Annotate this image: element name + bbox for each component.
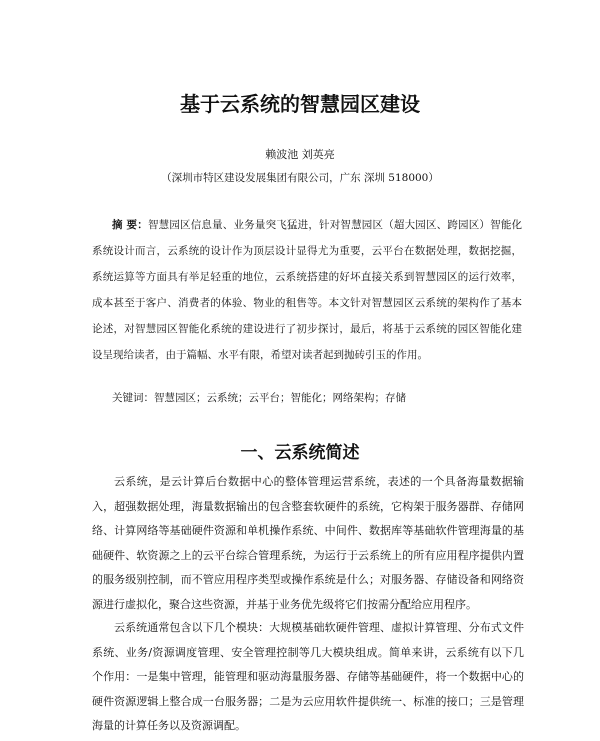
abstract-label: 摘 要：: [112, 219, 148, 231]
body-paragraph: 云系统，是云计算后台数据中心的整体管理运营系统，表述的一个具备海量数据输入，超强数据处理，海量数据输出的包含整套软硬件的系统，它构架于服务器群、存储网络、计算网络等基础硬件资源和单机操作系统、中间件、数据库等基础软件管理海量的基础硬件、软资源之上的云平台综合管理系统，为运行于云系统上的所有应用程序提供内置的服务级别控制，而不管应用程序类型或操作系统是什么；对服务器、存储设备和网络资源进行虚拟化，聚合这些资源，并基于业务优先级将它们按需分配给应用程序。: [92, 475, 524, 611]
paper-title: 基于云系统的智慧园区建设: [180, 92, 420, 116]
keywords-text: 智慧园区；云系统；云平台；智能化；网络架构；存储: [154, 392, 406, 404]
abstract-text: 智慧园区信息量、业务量突飞猛进，针对智慧园区（超大园区、跨园区）智能化系统设计而言，云系统的设计作为顶层设计显得尤为重要，云平台在数据处理，数据挖掘，系统运算等方面具有举足轻重的地位，云系统搭建的好坏直接关系到智慧园区的运行效率，成本甚至于客户、消费者的体验、物业的租售等。本文针对智慧园区云系统的架构作了基本论述，对智慧园区智能化系统的建设进行了初步探讨，最后，将基于云系统的园区智能化建设呈现给读者，由于篇幅、水平有限，希望对读者起到抛砖引玉的作用。: [92, 219, 523, 361]
keywords: [112, 390, 532, 405]
paper-affiliation: （深圳市特区建设发展集团有限公司，广东 深圳 518000）: [161, 172, 439, 184]
section-heading: 一、云系统简述: [240, 443, 360, 463]
keywords-label: 关键词：: [112, 392, 154, 404]
paper-authors: 赖波池 刘英亮: [265, 148, 335, 161]
body-paragraph: 云系统通常包含以下几个模块：大规模基础软硬件管理、虚拟计算管理、分布式文件系统、业务/资源调度管理、安全管理控制等几大模块组成。简单来讲，云系统有以下几个作用：一是集中管理，能管理和驱动海量服务器、存储等基础硬件，将一个数据中心的硬件资源逻辑上整合成一台服务器；二是为云应用软件提供统一、标准的接口；三是管理海量的计算任务以及资源调配。: [92, 621, 524, 732]
abstract: [92, 212, 522, 368]
